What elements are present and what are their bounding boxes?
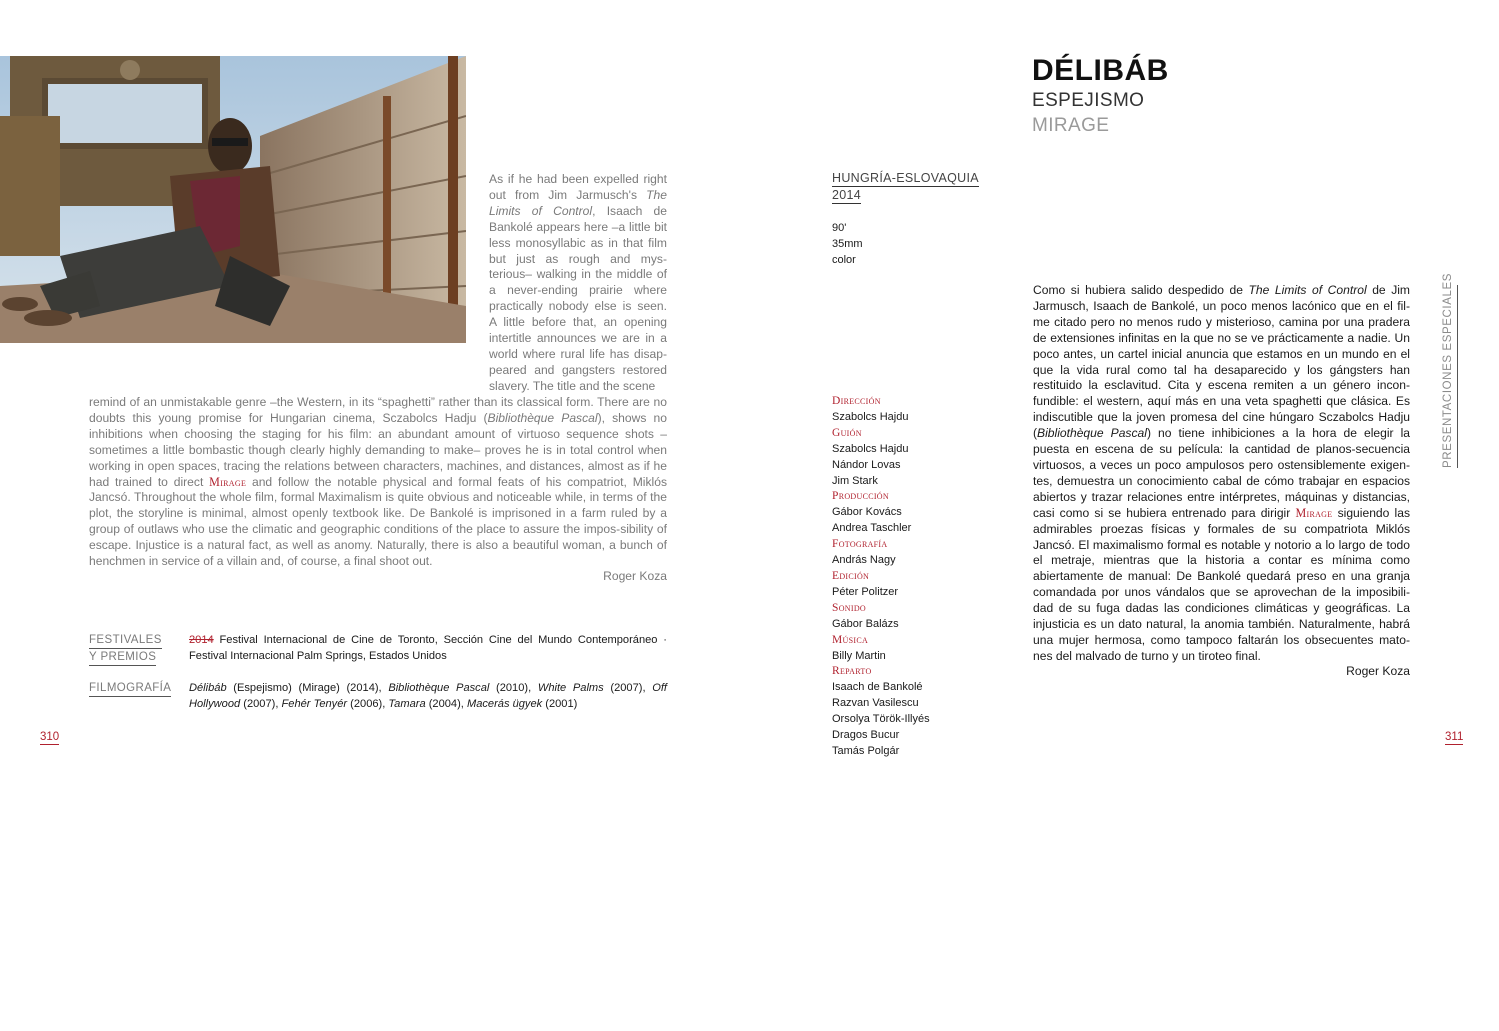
credit-role: Producción <box>832 490 889 503</box>
credit-name: Billy Martin <box>832 649 886 662</box>
credit-name: Péter Politzer <box>832 585 899 598</box>
technical-specs <box>832 220 863 268</box>
section-tab <box>1442 272 1458 468</box>
credits-list <box>832 394 930 760</box>
film-title-spanish: ESPEJISMO <box>1032 90 1145 111</box>
page-number-left: 310 <box>40 731 60 743</box>
credit-name: Szabolcs Hajdu <box>832 442 909 455</box>
credit-name: Gábor Balázs <box>832 617 899 630</box>
credit-role: Sonido <box>832 601 866 614</box>
review-en-body: remind of an unmistakable genre –the Western, in its “spaghetti” rather than its classical form. There are no doubts this young promise for Hungarian cinema, Sczabolcs Hadju (Bibliothèque Pascal), shows no inhibitions when choosing the staging for his film: an abundant amount of virtuoso sequence shots –sometimes a little bombastic though clearly highly demanding to make– proves he is in total control when working in open spaces, tracing the relations between characters, machines, and distances, almost as if he had trained to direct Mirage and follow the notable physical and formal feats of his compatriot, Miklós Jancsó. Throughout the whole film, formal Maximalism is quite obvious and noticeable while, in terms of the plot, the storyline is minimal, almost openly textbook like. De Bankolé is imprisoned in a farm ruled by a group of outlaws who use the climatic and geographic conditions of the place to assure the impos-sibility of escape. Injustice is a natural fact, as well as anomy. Naturally, there is also a beautiful woman, a bunch of henchmen in service of a villain and, of course, a final shoot out. <box>89 395 667 569</box>
festivales-label: FESTIVALES Y PREMIOS <box>89 632 162 666</box>
film-title-english: MIRAGE <box>1032 115 1110 136</box>
credit-name: András Nagy <box>832 554 896 567</box>
spec-duration: 90' <box>832 222 847 234</box>
spec-color: color <box>832 254 856 266</box>
credit-name: Nándor Lovas <box>832 458 901 471</box>
credit-name: Jim Stark <box>832 474 878 487</box>
page-number-right: 311 <box>1445 731 1464 743</box>
credit-name: Isaach de Bankolé <box>832 681 923 694</box>
film-title: DÉLIBÁB <box>1032 54 1169 87</box>
review-en-signature: Roger Koza <box>603 569 667 583</box>
credit-role: Reparto <box>832 665 872 678</box>
film-title-smallcaps: Mirage <box>1295 505 1333 520</box>
festival-year: 2014 <box>189 634 214 646</box>
credit-name: Gábor Kovács <box>832 506 902 519</box>
credit-role: Fotografía <box>832 538 888 551</box>
credit-role: Música <box>832 633 869 646</box>
filmografia-label: FILMOGRAFÍA <box>89 680 171 697</box>
credit-name: Orsolya Török-Illyés <box>832 713 930 726</box>
country: HUNGRÍA-ESLOVAQUIA <box>832 171 979 185</box>
festivales-text: 2014 Festival Internacional de Cine de Toronto, Sección Cine del Mundo Contemporáneo · Festival Internacional Palm Springs, Estados Unidos <box>189 634 667 662</box>
country-year-block <box>832 170 979 204</box>
review-en-intro: As if he had been expelled right out from Jim Jarmusch's The Limits of Control, Isaach de Bankolé appears here –a little bit less monosyllabic as in that film but just as rough and mys-terious– walking in the middle of a never-ending prairie where practically nobody else is seen. A little before that, an opening intertitle announces we are in a world where rural life has disap-peared and gangsters restored slavery. The title and the scene <box>489 172 667 393</box>
credit-name: Andrea Taschler <box>832 522 912 535</box>
film-still-illustration <box>0 56 466 343</box>
credit-role: Edición <box>832 569 870 582</box>
credit-name: Szabolcs Hajdu <box>832 410 909 423</box>
year: 2014 <box>832 188 862 202</box>
review-es-signature: Roger Koza <box>1346 664 1410 678</box>
filmografia-text: Délibáb (Espejismo) (Mirage) (2014), Bibliothèque Pascal (2010), White Palms (2007), Off Hollywood (2007), Fehér Tenyér (2006), Tamara (2004), Macerás ügyek (2001) <box>189 682 667 710</box>
credit-name: Tamás Polgár <box>832 744 900 757</box>
credit-name: Dragos Bucur <box>832 729 900 742</box>
film-title-smallcaps: Mirage <box>209 474 247 489</box>
spec-format: 35mm <box>832 238 863 250</box>
credit-role: Dirección <box>832 395 881 407</box>
section-label: PRESENTACIONES ESPECIALES <box>1442 272 1454 468</box>
credit-name: Razvan Vasilescu <box>832 697 919 710</box>
credit-role: Guión <box>832 426 862 439</box>
review-es-body: Como si hubiera salido despedido de The Limits of Control de Jim Jarmusch, Isaach de Bankolé, un poco menos lacónico que en el fil-me citado pero no menos rudo y misterioso, camina por una pradera de extensiones infinitas en la que no se ve prácticamente a nadie. Un poco antes, un cartel inicial anuncia que estamos en un mundo en el que la vida rural como tal ha desaparecido y los gángsters han restituido la esclavitud. Cita y escena remiten a un género incon-fundible: el western, aquí más en una veta spaghetti que clásica. Es indiscutible que la joven promesa del cine húngaro Sczabolcs Hadju (Bibliothèque Pascal) no tiene inhibiciones a la hora de elegir la puesta en escena de su película: la cantidad de planos-secuencia virtuosos, a veces un poco ampulosos pero ostensiblemente exigen-tes, demuestra un conocimiento cabal de cómo trabajar en espacios abiertos y trazar relaciones entre intérpretes, máquinas y distancias, casi como si se hubiera entrenado para dirigir Mirage siguiendo las admirables proezas físicas y formales de su compatriota Miklós Jancsó. El maximalismo formal es notable y notorio a lo largo de todo el metraje, mientras que la historia a contar es mínima como abiertamente de manual: De Bankolé quedará preso en una granja comandada por unos vándalos que se aprovechan de la imposibili-dad de su fuga dadas las condiciones climáticas y geográficas. La injusticia es un dato natural, la anomia también. Naturalmente, habrá una mujer hermosa, como tampoco faltarán los obsecuentes mato-nes del malvado de turno y un tiroteo final. <box>1033 283 1410 663</box>
film-still-photo <box>0 56 466 343</box>
